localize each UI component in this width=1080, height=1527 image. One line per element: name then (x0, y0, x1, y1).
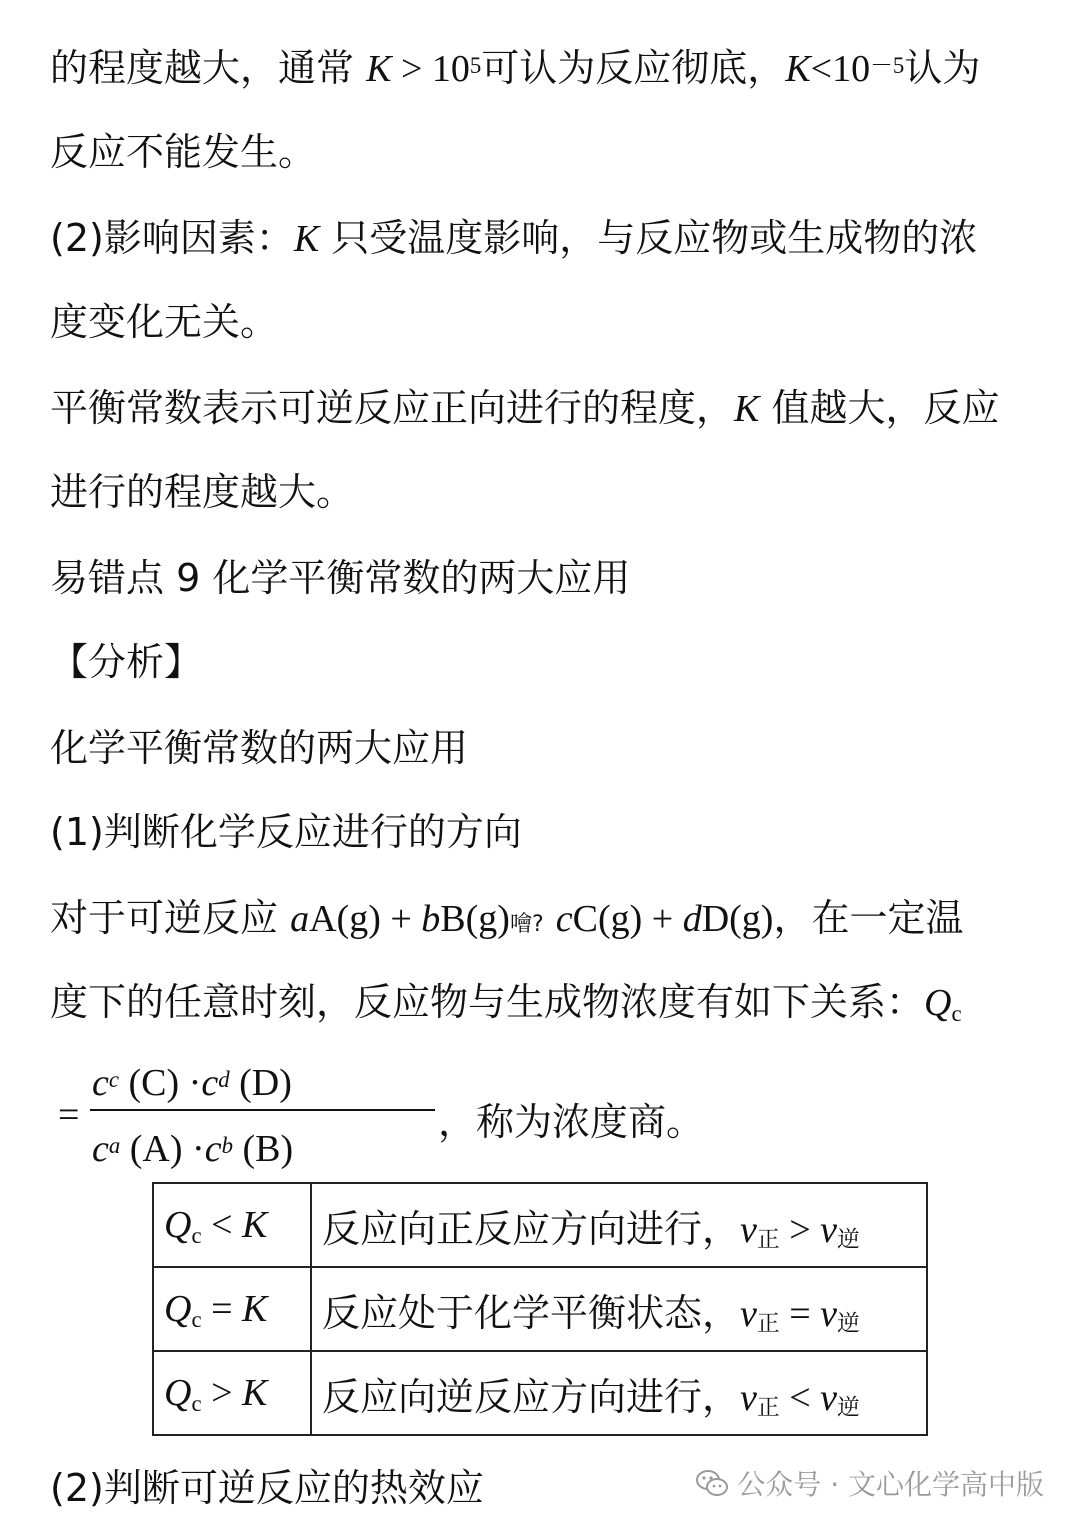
condition-cell: $Q_c < K$ (153, 1183, 311, 1267)
species-a: A(g) + (309, 898, 422, 940)
para2-line1 (50, 214, 1040, 263)
para1-line2: 反应不能发生。 (50, 130, 317, 174)
species-b: B(g) (440, 898, 510, 940)
var-q: Q (924, 982, 952, 1024)
text: 认为 (904, 46, 981, 90)
para1-line1 (50, 44, 1040, 93)
text: 度下的任意时刻，反应物与生成物浓度有如下关系： (50, 980, 925, 1024)
reaction-line1 (50, 894, 1040, 949)
result-cell: 反应向逆反应方向进行，$v_正 < v_逆$ (311, 1351, 927, 1435)
table-row (153, 1183, 927, 1267)
subscript: c (951, 1000, 962, 1026)
fraction-denominator: $c^a$ $(A) \cdot c^b$ (B) (92, 1128, 294, 1170)
var-k: K (293, 218, 320, 260)
subheading: 化学平衡常数的两大应用 (50, 726, 469, 770)
equals-sign: = (58, 1094, 80, 1136)
condition-cell: $Q_c = K$ (153, 1267, 311, 1351)
item2: (2)判断可逆反应的热效应 (50, 1466, 484, 1510)
equilibrium-arrow: 噲? (509, 912, 544, 937)
exponent: 5 (469, 53, 482, 79)
para3-line2: 进行的程度越大。 (50, 470, 355, 514)
coef-a: a (290, 898, 310, 940)
text: 的程度越大，通常 (50, 46, 367, 90)
text: (2)影响因素： (50, 216, 294, 260)
analysis-label: 【分析】 (50, 640, 203, 684)
section-heading: 易错点 9 化学平衡常数的两大应用 (50, 556, 631, 600)
exponent: －5 (870, 53, 905, 79)
para2-line2: 度变化无关。 (50, 300, 279, 344)
table-row (153, 1351, 927, 1435)
fraction-bar (90, 1109, 435, 1111)
species-d: D(g) (701, 898, 774, 940)
coef-b: b (421, 898, 441, 940)
para3-line1 (50, 384, 1040, 433)
result-cell: 反应处于化学平衡状态，$v_正 = v_逆$ (311, 1267, 927, 1351)
coef-d: d (682, 898, 702, 940)
reaction-line2 (50, 978, 1040, 1027)
comparison-table (152, 1182, 928, 1436)
text: 平衡常数表示可逆反应正向进行的程度， (50, 386, 735, 430)
var-k: K (734, 388, 760, 430)
text: 可认为反应彻底， (481, 46, 786, 90)
var-k: K (785, 48, 811, 90)
item1: (1)判断化学反应进行的方向 (50, 810, 522, 854)
var-k: K (366, 48, 392, 90)
concentration-quotient (50, 1055, 750, 1175)
condition-cell: $Q_c > K$ (153, 1351, 311, 1435)
wechat-icon (695, 1468, 729, 1498)
coef-c: c (555, 898, 573, 940)
text: 只受温度影响，与反应物或生成物的浓 (319, 216, 978, 260)
watermark (695, 1463, 1044, 1503)
text: ，在一定温 (773, 896, 964, 940)
text: 值越大，反应 (759, 386, 1000, 430)
gt-ten: > 10 (391, 48, 470, 90)
result-cell: 反应向正反应方向进行，$v_正 > v_逆$ (311, 1183, 927, 1267)
lt-ten: <10 (810, 48, 871, 90)
fraction-caption: ，称为浓度商。 (438, 1100, 705, 1144)
fraction-numerator: $c^c$ $(C) \cdot c^d$ (D) (92, 1062, 292, 1104)
species-c: C(g) + (572, 898, 683, 940)
table-row (153, 1267, 927, 1351)
watermark-text: 公众号 · 文心化学高中版 (737, 1468, 1044, 1501)
text: 对于可逆反应 (50, 896, 291, 940)
